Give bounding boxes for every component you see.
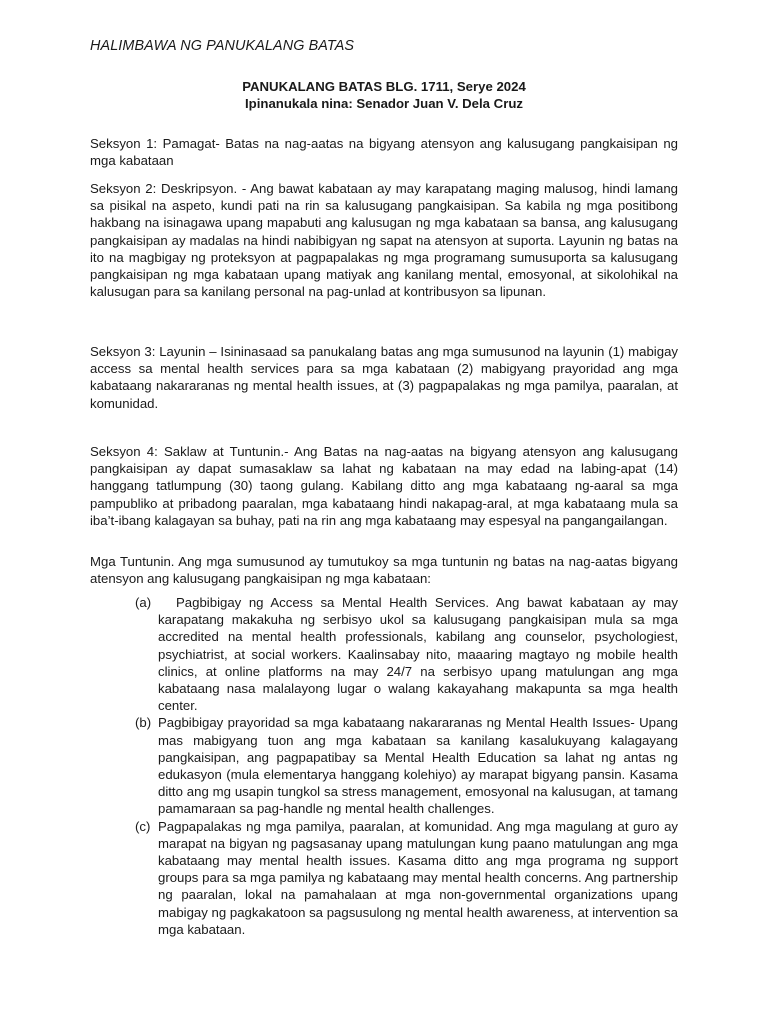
list-marker: (a) [135, 595, 152, 610]
list-item [135, 818, 678, 938]
list-item [135, 594, 678, 714]
list-item-text: Pagbibigay ng Access sa Mental Health Services. Ang bawat kabataan ay may karapatang makakuha ng serbisyo ukol sa kalusugang pangkaisipan mula sa mga accredited na mental health professionals, kabilang ang counselor, psychologiest, psychiatrist, at social workers. Kaalinsabay nito, maaaring magtayo ng mobile health clinics, at online platforms na may 24/7 na serbisyo upang matulungan ang mga kabataang nasa malalayong lugar o walang kakayahang makapunta sa mga health center. [158, 595, 678, 714]
bill-title-block [90, 78, 678, 112]
tuntunin-list [135, 594, 678, 938]
list-item [135, 714, 678, 817]
bill-title: PANUKALANG BATAS BLG. 1711, Serye 2024 [242, 79, 526, 94]
section-4-paragraph: Seksyon 4: Saklaw at Tuntunin.- Ang Batas na nag-aatas na bigyang atensyon ang kalusugang pangkaisipan ay dapat sumasaklaw sa lahat ng kabataan na may edad na labing-apat (14) hanggang tatlumpung (30) taong gulang. Kabilang ditto ang mga kabataang ng-aaral sa mga pampubliko at pribadong paaralan, mga kabataang hindi nakapag-aral, at mga kabataang mula sa iba’t-ibang kalagayan sa buhay, pati na rin ang mga kabataang may espesyal na pangangailangan. [90, 444, 678, 528]
bill-proponent: Ipinanukala nina: Senador Juan V. Dela Cruz [245, 96, 523, 111]
section-2-paragraph: Seksyon 2: Deskripsyon. - Ang bawat kabataan ay may karapatang maging malusog, hindi lamang sa pisikal na aspeto, kundi pati na rin sa kalusugang pangkaisipan. Sa kabila ng mga positibong hakbang na isinagawa upang mapabuti ang kalusugan ng mga kabataan sa bansa, ang kalusugang pangkaisipan ay madalas na hindi nabibigyan ng sapat na atensyon at suporta. Layunin ng batas na ito na magbigay ng proteksyon at pagpapalakas ng mga programang sumusuporta sa kalusugang pangkaisipan ng mga kabataan upang matiyak ang kanilang mental, emosyonal, at sikolohikal na kalusugan para sa kanilang personal na pag-unlad at kontribusyon sa lipunan. [90, 181, 678, 300]
list-marker: (b) [135, 715, 152, 731]
tuntunin-intro-paragraph: Mga Tuntunin. Ang mga sumusunod ay tumutukoy sa mga tuntunin ng batas na nag-aatas bigyang atensyon ang kalusugang pangkaisipan ng mga kabataan: [90, 554, 678, 587]
list-marker: (c) [135, 818, 151, 834]
section-1-paragraph: Seksyon 1: Pamagat- Batas na nag-aatas na bigyang atensyon ang kalusugang pangkaisipan ng mga kabataan [90, 136, 678, 169]
document-header: HALIMBAWA NG PANUKALANG BATAS [90, 38, 355, 54]
list-item-text: Pagpapalakas ng mga pamilya, paaralan, at komunidad. Ang mga magulang at guro ay marapat na bigyan ng pagsasanay upang matulungan kung paano matulungan ang mga kabataang may mental health issues. Kasama ditto ang mga programa ng support groups para sa mga pamilya ng kabataang may mental health concerns. Ang partnership ng paaralan, lokal na pamahalaan at mga non-governmental organizations upang mabigay ng pagkakatoon sa pagsusulong ng mental health awareness, at intervention sa mga kabataan. [158, 818, 678, 937]
list-item-text: Pagbibigay prayoridad sa mga kabataang nakararanas ng Mental Health Issues- Upang mas mabigyang tuon ang mga kabataan sa kanilang kasalukuyang kalagayang pangkaisipan, ang pagpapatibay sa Mental Health Education sa lahat ng antas ng edukasyon (mula elementarya hanggang kolehiyo) ay marapat bigyang pansin. Kasama ditto ang mg usapin tungkol sa stress management, emosyonal na kalusugan, at tamang pamamaraan sa pag-handle ng mental health challenges. [158, 715, 678, 817]
section-3-paragraph: Seksyon 3: Layunin – Isininasaad sa panukalang batas ang mga sumusunod na layunin (1) mabigay access sa mental health services para sa mga kabataan (2) mabigyang prayoridad ang mga kabataang nakararanas ng mental health issues, at (3) pagpapalakas ng mga pamilya, paaralan, at komunidad. [90, 344, 678, 411]
